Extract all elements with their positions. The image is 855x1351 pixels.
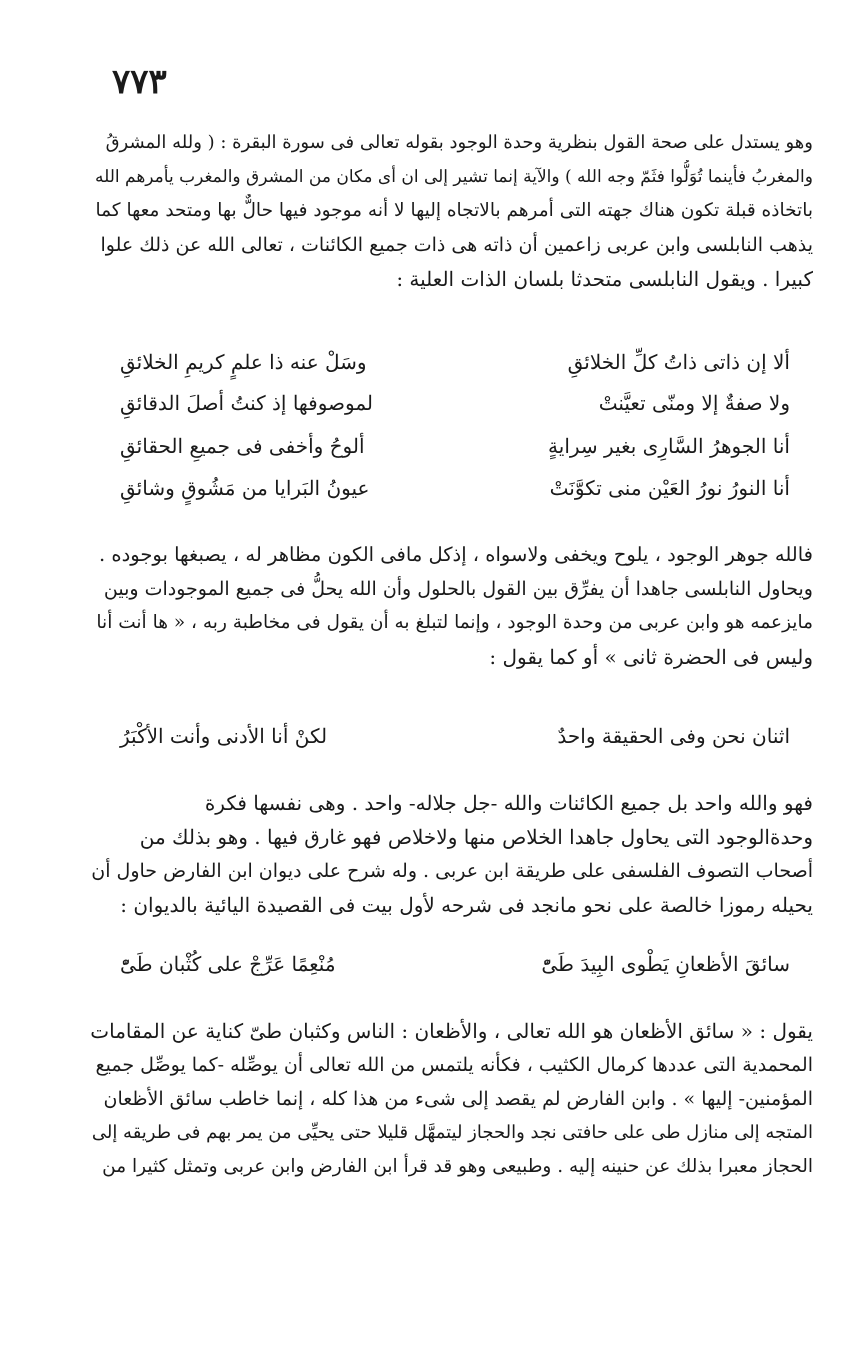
text-line: فهو والله واحد بل جميع الكائنات والله -جل جلاله- واحد . وهى نفسها فكرة [204,791,813,815]
text-line: المحمدية التى عددها كرمال الكثيب ، فكأنه يلتمس من الله تعالى أن يوصِّله -كما يوصِّل جميع [95,1054,813,1076]
verse-second-hemistich: مُنْعِمًا عَرِّجْ على كُثْبان طَىّْ [120,952,336,976]
paragraph-3 [88,786,813,922]
verse-second-hemistich: لموصوفها إذ كنتُ أصلَ الدقائقِ [120,391,373,415]
verse-line [120,476,790,516]
text-line: الحجاز معبرا بذلك عن حنينه إليه . وطبيعى وهو قد قرأ ابن الفارض وابن عربى وتمثل كثيرا من [102,1156,813,1177]
verse-first-hemistich: ألا إن ذاتى ذاتُ كلِّ الخلائقِ [567,350,790,374]
paragraph-2 [88,538,813,674]
verse-line [120,350,790,390]
verse-first-hemistich: ولا صفةٌ إلا ومنّى تعيَّنتْ [598,391,790,415]
text-line: فالله جوهر الوجود ، يلوح ويخفى ولاسواه ، إذكل مافى الكون مظاهر له ، يصبغها بوجوده . [98,543,813,566]
text-line: وحدةالوجود التى يحاول جاهدا الخلاص منها ولاخلاص فهو غارق فيها . وهو بذلك من [139,825,813,849]
text-line: يذهب النابلسى وابن عربى زاعمين أن ذاته هى ذات جميع الكائنات ، تعالى الله عن ذلك علوا [100,234,813,256]
text-line: أصحاب التصوف الفلسفى على طريقة ابن عربى . وله شرح على ديوان ابن الفارض حاول أن [91,860,813,882]
verse-second-hemistich: لكنْ أنا الأدنى وأنت الأكْبَرُ [120,724,328,748]
text-line: وليس فى الحضرة ثانى » أو كما يقول : [489,645,813,669]
verse-second-hemistich: ألوحُ وأخفى فى جميعِ الحقائقِ [120,434,365,458]
verse-second-hemistich: وسَلْ عنه ذا علمٍ كريمِ الخلائقِ [120,350,367,374]
text-line: باتخاذه قبلة تكون هناك جهته التى أمرهم بالاتجاه إليها لا أنه موجود فيها حالٌّ بها ومتحد معها كما [95,200,813,221]
paragraph-1 [88,126,813,296]
verse-first-hemistich: سائقَ الأظعانِ يَطْوى البِيدَ طَىّْ [541,952,790,976]
verse-first-hemistich: أنا الجوهرُ السَّارِى بغير سِرايةٍ [548,434,790,458]
verse-line [120,952,790,992]
text-line: مايزعمه هو وابن عربى من وحدة الوجود ، وإنما لتبلغ به أن يقول فى مخاطبة ربه ، « ها أنت أنا [96,612,813,633]
verse-first-hemistich: أنا النورُ نورُ العَيْن منى تكوَّنَتْ [549,476,790,500]
text-line: يقول : « سائق الأظعان هو الله تعالى ، والأظعان : الناس وكثبان طىّ كناية عن المقامات [90,1019,813,1043]
text-line: ويحاول النابلسى جاهدا أن يفرِّق بين القول بالحلول وأن الله يحلُّ فى جميع الموجودات وبين [103,578,813,600]
verse-line [120,434,790,474]
text-line: والمغربُ فأينما تُوَلُّوا فثَمّ وجه الله ) والآية إنما تشير إلى ان أى مكان من المشرق والمغرب يأمرهم الله [94,167,813,187]
paragraph-4 [88,1014,813,1184]
text-line: كبيرا . ويقول النابلسى متحدثا بلسان الذات العلية : [396,267,813,291]
text-line: المؤمنين- إليها » . وابن الفارض لم يقصد إلى شىء من هذا كله ، إنما خاطب سائق الأظعان [103,1088,813,1110]
page-number: ٧٧٣ [112,62,167,102]
verse-line [120,724,790,764]
text-line: يحيله رموزا خالصة على نحو مانجد فى شرحه لأول بيت فى القصيدة اليائية بالديوان : [120,893,813,917]
verse-second-hemistich: عيونُ البَرايا من مَشُوقٍ وشائقِ [120,476,370,500]
text-line: المتجه إلى منازل طى على حافتى نجد والحجاز ليتمهَّل قليلا حتى يحيِّى من يمر بهم فى طريقه إلى [91,1122,813,1143]
verse-first-hemistich: اثنان نحن وفى الحقيقة واحدٌ [557,724,790,748]
verse-line [120,391,790,431]
text-line: وهو يستدل على صحة القول بنظرية وحدة الوجود بقوله تعالى فى سورة البقرة : ( ولله المشرقُ [105,132,813,153]
